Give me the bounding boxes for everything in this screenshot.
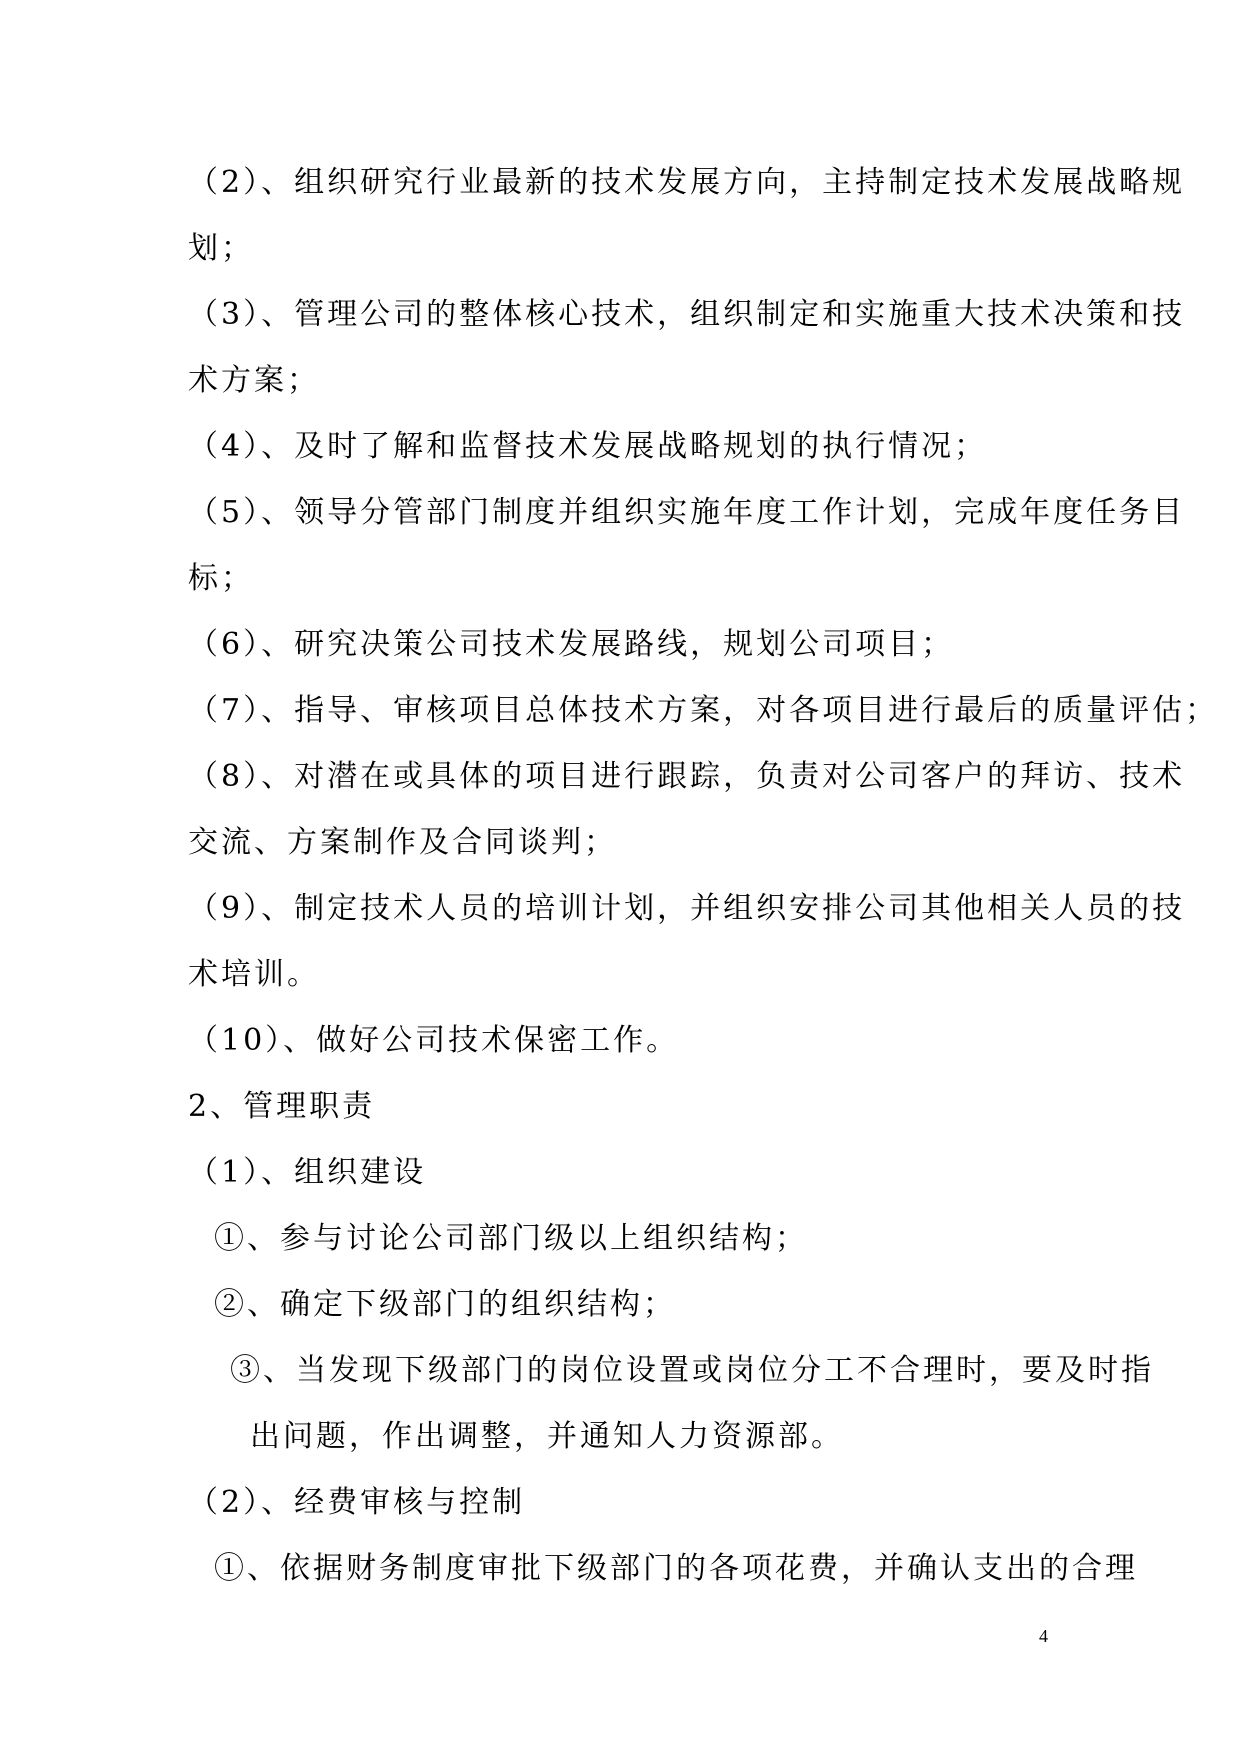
text-line-4: 术方案；: [188, 363, 320, 398]
text-line-7: 标；: [188, 561, 254, 596]
item-line-2: ②、确定下级部门的组织结构；: [214, 1287, 676, 1322]
item-line-1: ①、参与讨论公司部门级以上组织结构；: [214, 1221, 808, 1256]
text-line-13: 术培训。: [188, 957, 320, 992]
text-line-10: （8）、对潜在或具体的项目进行跟踪，负责对公司客户的拜访、技术: [188, 759, 1186, 794]
subsection-heading-1: （1）、组织建设: [188, 1155, 427, 1190]
text-line-14: （10）、做好公司技术保密工作。: [188, 1023, 680, 1058]
text-line-11: 交流、方案制作及合同谈判；: [188, 825, 617, 860]
subsection-heading-2: （2）、经费审核与控制: [188, 1485, 526, 1520]
item-line-3: ③、当发现下级部门的岗位设置或岗位分工不合理时，要及时指: [230, 1353, 1154, 1388]
text-line-12: （9）、制定技术人员的培训计划，并组织安排公司其他相关人员的技: [188, 891, 1186, 926]
text-line-5: （4）、及时了解和监督技术发展战略规划的执行情况；: [188, 429, 988, 464]
page-number: 4: [1039, 1626, 1048, 1646]
text-line-2: 划；: [188, 231, 254, 266]
text-line-8: （6）、研究决策公司技术发展路线，规划公司项目；: [188, 627, 955, 662]
text-line-9: （7）、指导、审核项目总体技术方案，对各项目进行最后的质量评估；: [188, 693, 1219, 728]
section-heading: 2、管理职责: [188, 1089, 376, 1124]
text-line-1: （2）、组织研究行业最新的技术发展方向，主持制定技术发展战略规: [188, 165, 1186, 200]
text-line-3: （3）、管理公司的整体核心技术，组织制定和实施重大技术决策和技: [188, 297, 1186, 332]
item-line-4: ①、依据财务制度审批下级部门的各项花费，并确认支出的合理: [214, 1551, 1138, 1586]
item-line-3-continued: 出问题，作出调整，并通知人力资源部。: [250, 1419, 844, 1454]
text-line-6: （5）、领导分管部门制度并组织实施年度工作计划，完成年度任务目: [188, 495, 1186, 530]
